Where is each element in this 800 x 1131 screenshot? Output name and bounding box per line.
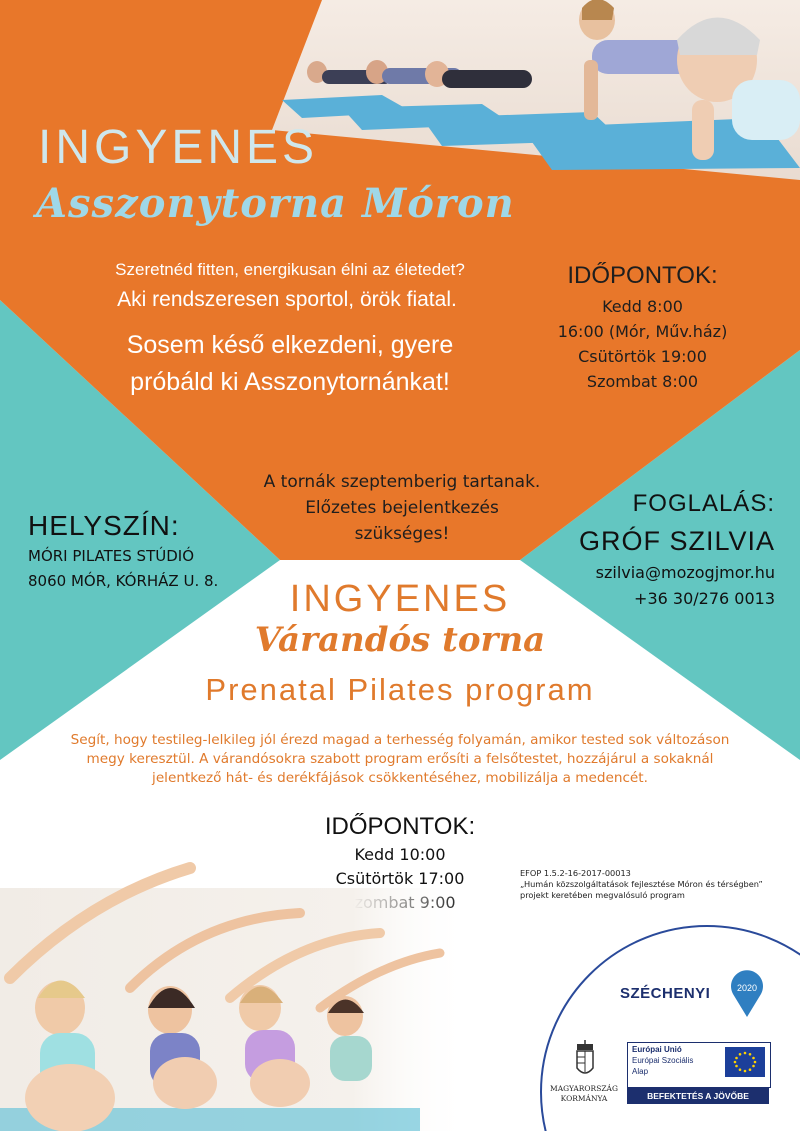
season-note-line: szükséges!	[354, 524, 450, 544]
project-note: projekt keretében megvalósuló program	[520, 890, 685, 900]
season-note-line: A tornák szeptemberig tartanak.	[263, 472, 541, 492]
description-line: megy keresztül. A várandósokra szabott program erősíti a felsőtestet, hozzájárul a sokaknál	[86, 751, 714, 767]
bottom-schedule-title: IDŐPONTOK:	[324, 813, 476, 840]
top-schedule-item: Kedd 8:00	[602, 297, 683, 316]
project-code: EFOP 1.5.2-16-2017-00013	[520, 868, 631, 878]
description-line: jelentkező hát- és derékfájások csökkentéséhez, mobilizálja a medencét.	[152, 770, 648, 786]
program-description	[45, 731, 755, 788]
location-address: 8060 MÓR, KÓRHÁZ U. 8.	[28, 572, 219, 590]
cta-line-1: Sosem késő elkezdeni, gyere	[126, 331, 454, 359]
eu-label-line2: Európai Szociális	[632, 1056, 694, 1065]
intro-statement: Aki rendszeresen sportol, örök fiatal.	[117, 288, 457, 311]
bottom-title-course: Várandós torna	[254, 620, 546, 660]
top-title-course: Asszonytorna Móron	[36, 180, 515, 227]
hungarian-crest-icon	[572, 1038, 598, 1082]
booking-email[interactable]: szilvia@mozogjmor.hu	[595, 563, 775, 582]
booking-phone[interactable]: +36 30/276 0013	[634, 589, 775, 608]
location-pin-icon	[730, 970, 764, 1018]
bottom-program-name: Prenatal Pilates program	[205, 672, 595, 707]
government-label-line1: MAGYARORSZÁG	[550, 1084, 618, 1093]
government-label-line2: KORMÁNYA	[560, 1094, 608, 1103]
bottom-title-free: INGYENES	[289, 578, 511, 620]
top-schedule-list	[510, 294, 775, 394]
location-name: MÓRI PILATES STÚDIÓ	[28, 547, 195, 565]
bottom-schedule-item: Kedd 10:00	[354, 845, 446, 864]
top-schedule-item: 16:00 (Mór, Műv.ház)	[557, 322, 728, 341]
intro-question: Szeretnéd fitten, energikusan élni az életedet?	[115, 260, 465, 279]
szechenyi-year: 2020	[736, 983, 758, 993]
season-note-line: Előzetes bejelentkezés	[305, 498, 499, 518]
project-info	[520, 868, 790, 901]
pregnant-women-stretch-photo	[0, 858, 470, 1131]
top-schedule-item: Csütörtök 19:00	[578, 347, 707, 366]
bottom-schedule-item: Csütörtök 17:00	[335, 869, 465, 888]
location-title: HELYSZÍN:	[28, 510, 180, 541]
top-title-free: INGYENES	[38, 121, 319, 174]
eu-slogan-banner: BEFEKTETÉS A JÖVŐBE	[627, 1088, 769, 1104]
top-schedule-title: IDŐPONTOK:	[567, 262, 718, 289]
eu-label-line1: Európai Unió	[632, 1045, 682, 1054]
cta-line-2: próbáld ki Asszonytornánkat!	[130, 368, 450, 396]
eu-label-line3: Alap	[632, 1067, 649, 1076]
project-name: „Humán közszolgáltatások fejlesztése Móron és térségben”	[520, 879, 763, 889]
top-schedule-item: Szombat 8:00	[586, 372, 699, 391]
description-line: Segít, hogy testileg-lelkileg jól érezd magad a terhesség folyamán, amikor tested sok változáson	[70, 732, 730, 748]
season-note	[232, 469, 572, 547]
szechenyi-logo-text: SZÉCHENYI	[620, 985, 711, 1002]
intro-call-to-action	[70, 327, 510, 401]
booking-contact-name: GRÓF SZILVIA	[578, 526, 775, 556]
booking-title: FOGLALÁS:	[632, 490, 775, 517]
women-plank-photo	[262, 0, 800, 180]
eu-flag-icon	[725, 1047, 765, 1077]
